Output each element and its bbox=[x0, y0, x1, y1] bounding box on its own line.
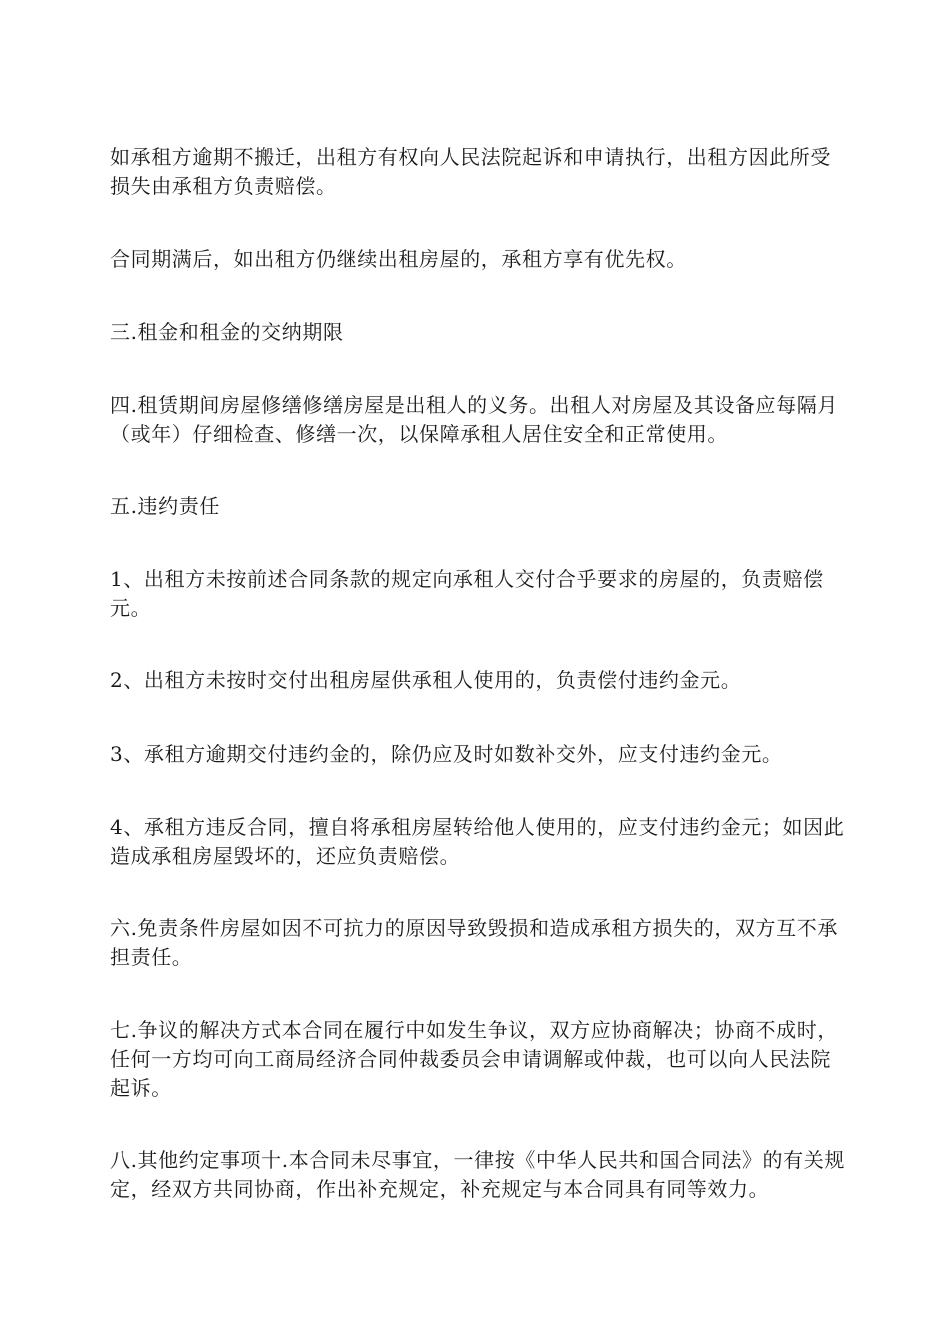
paragraph-force-majeure: 六.免责条件房屋如因不可抗力的原因导致毁损和造成承租方损失的，双方互不承担责任。 bbox=[110, 916, 838, 969]
section-heading-breach-liability: 五.违约责任 bbox=[110, 494, 220, 518]
paragraph-priority-right: 合同期满后，如出租方仍继续出租房屋的，承租方享有优先权。 bbox=[110, 247, 687, 271]
clause-breach-3: 3、承租方逾期交付违约金的，除仍应及时如数补交外，应支付违约金元。 bbox=[110, 742, 783, 766]
paragraph-repairs: 四.租赁期间房屋修缮修缮房屋是出租人的义务。出租人对房屋及其设备应每隔月（或年）仔细检查、修缮一次，以保障承租人居住安全和正常使用。 bbox=[110, 393, 838, 446]
section-heading-rent-payment: 三.租金和租金的交纳期限 bbox=[110, 320, 344, 344]
paragraph-dispute-resolution: 七.争议的解决方式本合同在履行中如发生争议，双方应协商解决；协商不成时，任何一方均可向工商局经济合同仲裁委员会申请调解或仲裁，也可以向人民法院起诉。 bbox=[110, 1018, 838, 1100]
clause-breach-4: 4、承租方违反合同，擅自将承租房屋转给他人使用的，应支付违约金元；如因此造成承租房屋毁坏的，还应负责赔偿。 bbox=[110, 815, 845, 868]
clause-breach-1: 1、出租方未按前述合同条款的规定向承租人交付合乎要求的房屋的，负责赔偿元。 bbox=[110, 567, 824, 620]
clause-breach-2: 2、出租方未按时交付出租房屋供承租人使用的，负责偿付违约金元。 bbox=[110, 668, 742, 692]
paragraph-relocation-overdue: 如承租方逾期不搬迁，出租方有权向人民法院起诉和申请执行，出租方因此所受损失由承租方负责赔偿。 bbox=[110, 145, 831, 198]
paragraph-other-matters: 八.其他约定事项十.本合同未尽事宜，一律按《中华人民共和国合同法》的有关规定，经双方共同协商，作出补充规定，补充规定与本合同具有同等效力。 bbox=[110, 1148, 845, 1201]
